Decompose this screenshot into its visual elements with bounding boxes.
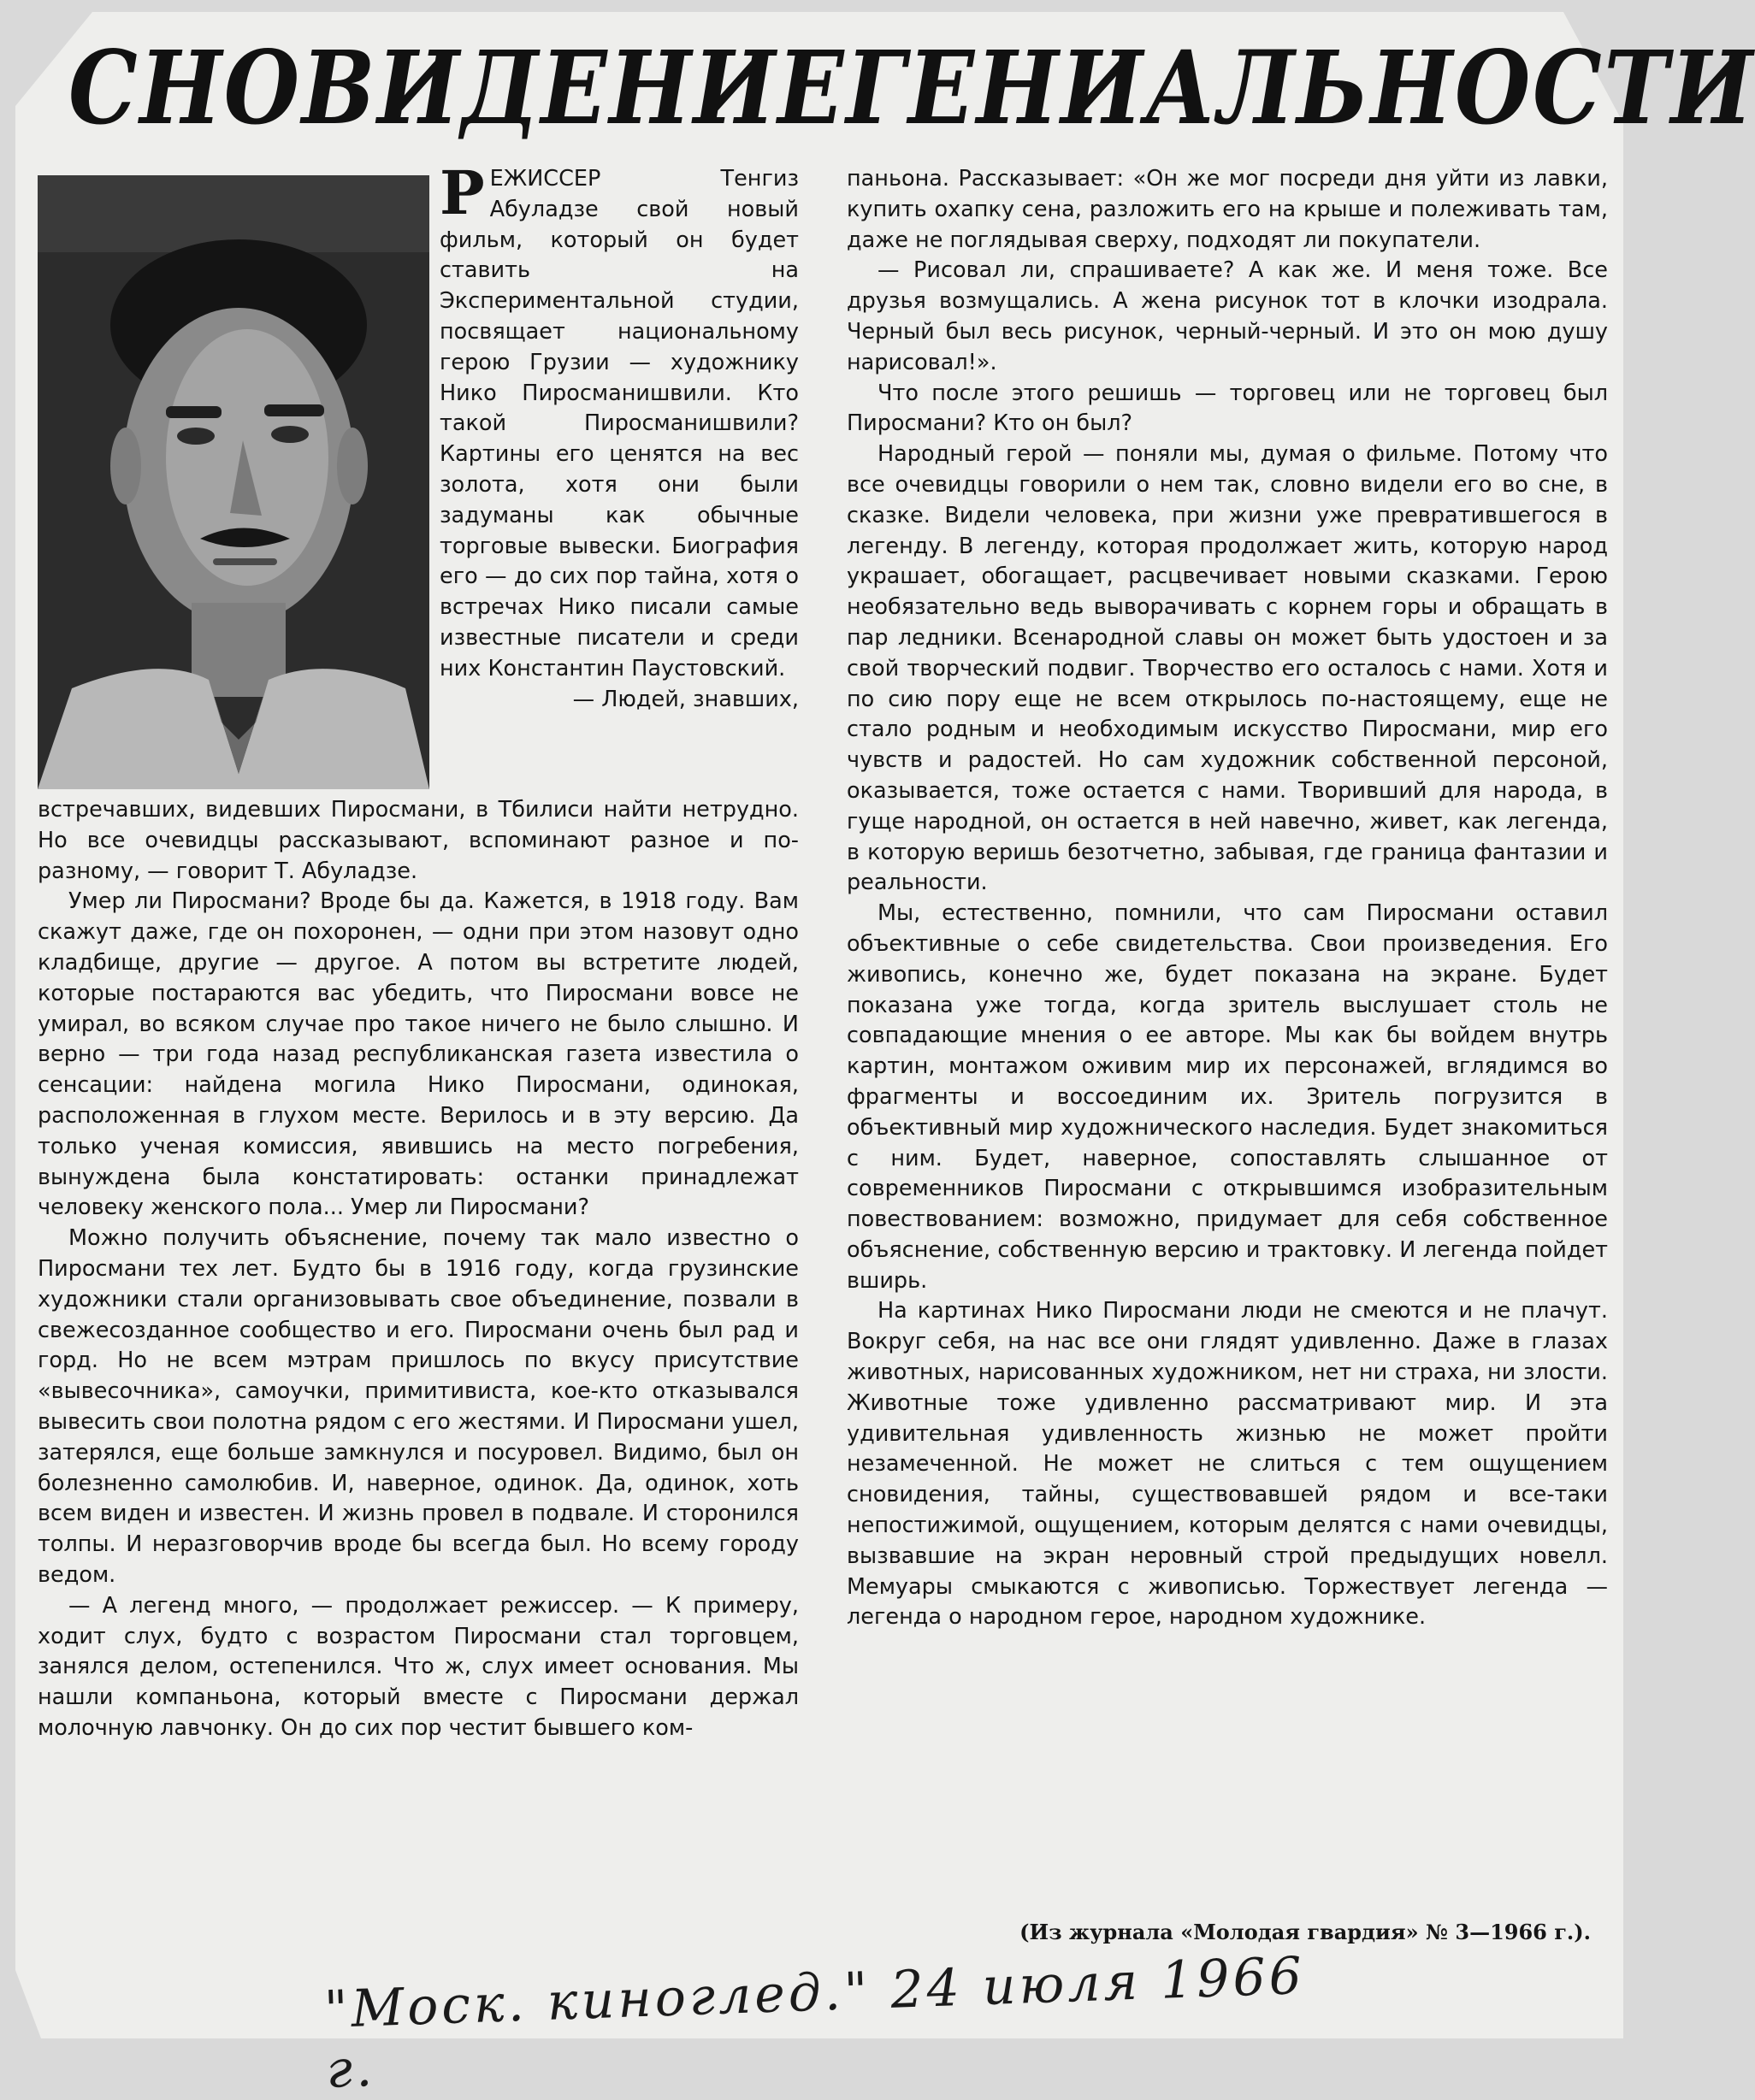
handwritten-note: "Моск. киноглед." 24 июля 1966 г. bbox=[322, 1945, 1306, 2100]
paragraph: На картинах Нико Пиросмани люди не смеются и не плачут. Вокруг себя, на нас все они глядят удивленно. Даже в глазах животных, нарисованных художником, нет ни страха, ни злости. Животные тоже удивленно рассматривают мир. И эта удивительная удивленность жизнью не может пройти незамеченной. Не может не слиться с тем ощущением сновидения, тайны, существовавшей рядом и все-таки непостижимой, ощущением, которым делятся с нами очевидцы, вызвавшие на экран неровный строй предыдущих новелл. Мемуары смыкаются с живописью. Торжествует легенда — легенда о народном герое, народном художнике. bbox=[847, 1298, 1608, 1631]
title-word-2: ГЕНИАЛЬНОСТИ bbox=[846, 28, 1755, 147]
paragraph: паньона. Рассказывает: «Он же мог посреди дня уйти из лавки, купить охапку сена, разложить его на крыше и полеживать там, даже не поглядывая сверху, подходят ли покупатели. bbox=[847, 166, 1608, 253]
paragraph: ЕЖИССЕР Тенгиз Абуладзе свой новый фильм, который он будет ставить на Экспериментальной студии, посвящает национальному герою Грузии — художнику Нико Пиросманишвили. Кто такой Пиросманишвили? Картины его ценятся на вес золота, хотя они были задуманы как обычные торговые вывески. Биография его — до сих пор тайна, хотя о встречах Нико писали самые известные писатели и среди них Константин Паустовский. bbox=[440, 166, 799, 681]
paragraph: — А легенд много, — продолжает режиссер. — К примеру, ходит слух, будто с возрастом Пиросмани стал торговцем, занялся делом, остепенился. Что ж, слух имеет основания. Мы нашли компаньона, который вместе с Пиросмани держал молочную лавчонку. Он до сих пор честит бывшего ком- bbox=[38, 1592, 799, 1741]
paragraph: Народный герой — поняли мы, думая о фильме. Потому что все очевидцы говорили о нем так, словно видели его во сне, в сказке. Видели человека, при жизни уже превратившегося в легенду. В легенду, которая продолжает жить, которую народ украшает, обогащает, расцвечивает новыми сказками. Герою необязательно ведь выворачивать с корнем горы и обращать в пар ледники. Всенародной славы он может быть удостоен и за свой творческий подвиг. Творчество его осталось с нами. Хотя и по сию пору еще не всем открылось по-настоящему, еще не стало родным и необходимым искусство Пиросмани, мир его чувств и радостей. Но сам художник собственной персоной, оказывается, тоже остается с нами. Творивший для народа, в гуще народной, он остается в ней навечно, живет, как легенда, в которую веришь безотчетно, забывая, где граница фантазии и реальности. bbox=[847, 441, 1608, 896]
paragraph: Можно получить объяснение, почему так мало известно о Пиросмани тех лет. Будто бы в 1916 году, когда грузинские художники стали организовывать свое объединение, позвали в свежесозданное сообщество и его. Пиросмани очень был рад и горд. Но не всем мэтрам пришлось по вкусу присутствие «вывесочника», самоучки, примитивиста, кое-кто отказывался вывесить свои полотна рядом с его жестями. И Пиросмани ушел, затерялся, еще больше замкнулся и посуровел. Видимо, был он болезненно самолюбив. И, наверное, одинок. Да, одинок, хоть всем виден и известен. И жизнь провел в подвале. И сторонился толпы. И неразговорчив вроде бы всегда был. Но всему городу ведом. bbox=[38, 1225, 799, 1588]
paragraph: Умер ли Пиросмани? Вроде бы да. Кажется, в 1918 году. Вам скажут даже, где он похоронен, — одни при этом назовут одно кладбище, другие — другое. А потом вы встретите людей, которые постараются вас убедить, что Пиросмани вовсе не умирал, во всяком случае про такое ничего не было слышно. И верно — три года назад республиканская газета известила о сенсации: найдена могила Нико Пиросмани, одинокая, расположенная в глухом месте. Верилось и в эту версию. Да только ученая комиссия, явившись на место погребения, вынуждена была констатировать: останки принадлежат человеку женского пола... Умер ли Пиросмани? bbox=[38, 888, 799, 1221]
dropcap-letter: Р bbox=[440, 157, 485, 228]
article-title bbox=[68, 24, 1755, 152]
source-citation: (Из журнала «Молодая гвардия» № 3—1966 г.). bbox=[1019, 1920, 1591, 1944]
paragraph: — Рисовал ли, спрашиваете? А как же. И меня тоже. Все друзья возмущались. А жена рисунок тот в клочки изодрала. Черный был весь рисунок, черный-черный. И это он мою душу нарисовал!». bbox=[847, 257, 1608, 375]
article-column-left-bottom bbox=[38, 795, 799, 1744]
title-word-1: СНОВИДЕНИЕ bbox=[68, 28, 847, 147]
paragraph: — Людей, знавших, bbox=[572, 686, 799, 712]
article-column-right bbox=[847, 164, 1608, 1633]
article-column-left-top bbox=[440, 157, 799, 715]
paragraph: Мы, естественно, помнили, что сам Пиросмани оставил объективные о себе свидетельства. Свои произведения. Его живопись, конечно же, будет показана на экране. Будет показана уже тогда, когда зритель выслушает столь не совпадающие мнения о ее авторе. Мы как бы войдем внутрь картин, монтажом оживим мир их персонажей, вглядимся во фрагменты и воссоединим их. Зритель погрузится в объективный мир художнического наследия. Будет знакомиться с ним. Будет, наверное, сопоставлять слышанное от современников Пиросмани с открывшимся изобразительным повествованием: возможно, придумает для себя собственное объяснение, собственную версию и трактовку. И легенда пойдет вширь. bbox=[847, 900, 1608, 1294]
paragraph: встречавших, видевших Пиросмани, в Тбилиси найти нетрудно. Но все очевидцы рассказывают, вспоминают разное и по-разному, — говорит Т. Абуладзе. bbox=[38, 797, 799, 884]
paragraph: Что после этого решишь — торговец или не торговец был Пиросмани? Кто он был? bbox=[847, 380, 1608, 437]
portrait-photo bbox=[38, 175, 429, 789]
